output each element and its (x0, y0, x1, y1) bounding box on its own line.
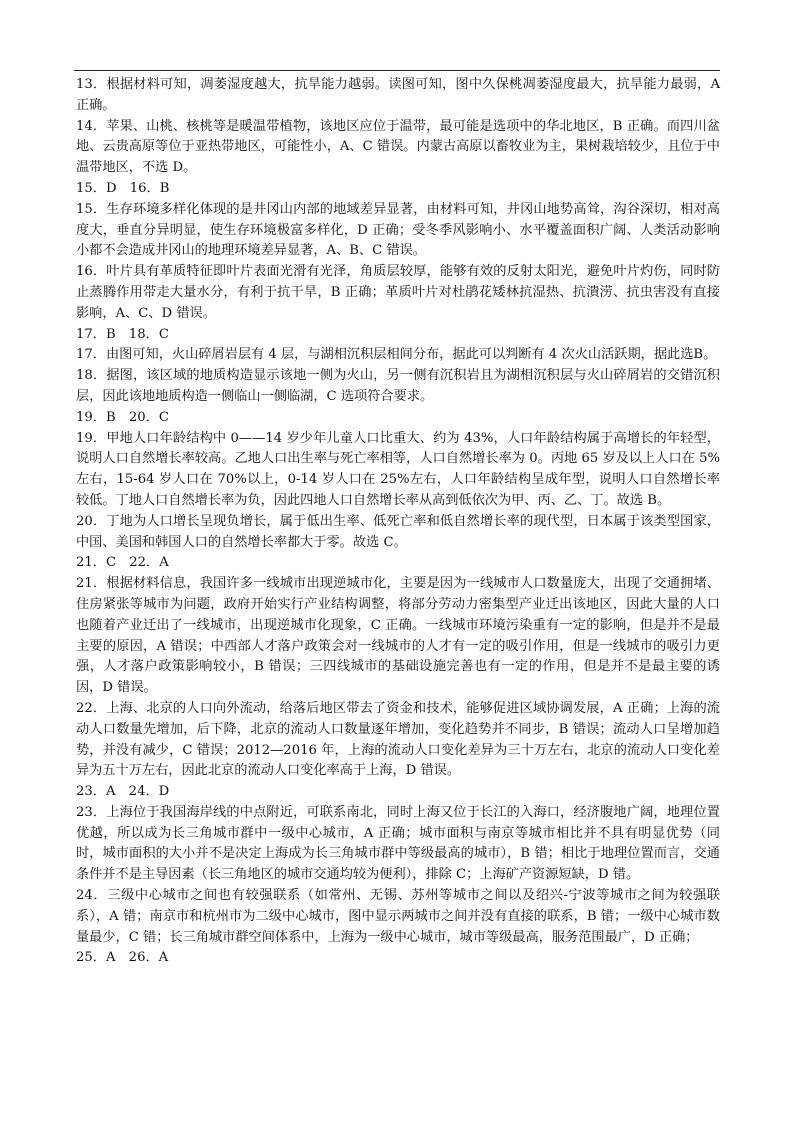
paragraph-22: 22．上海、北京的人口向外流动，给落后地区带去了资金和技术，能够促进区域协调发展，A 正确；上海的流动人口数量先增加，后下降，北京的流动人口数量逐年增加，变化趋势并不同步，B 错误；流动人口呈增加趋势，并没有减少，C 错误；2012—2016 年，上海的流动人口变化差异为三十万左右，北京的流动人口变化差异为五十万左右，因此北京的流动人口变化率高于上海，D 错误。 (76, 700, 720, 779)
paragraph-18: 18．据图，该区域的地质构造显示该地一侧为火山，另一侧有沉积岩且为湖相沉积层与火山碎屑岩的交错沉积层，因此该地地质构造一侧临山一侧临湖，C 选项符合要求。 (76, 368, 720, 404)
paragraph-24: 24．三级中心城市之间也有较强联系（如常州、无锡、苏州等城市之间以及绍兴-宁波等城市之间为较强联系），A 错；南京市和杭州市为二级中心城市，图中显示两城市之间并没有直接的联系，B 错；一级中心城市数量最少，C 错；长三角城市群空间体系中，上海为一级中心城市，城市等级最高，服务范围最广，D 正确； (76, 888, 720, 945)
answer-line-23-24: 23．A 24．D (76, 784, 170, 800)
answer-line-25-26: 25．A 26．A (76, 950, 169, 966)
paragraph-14: 14．苹果、山桃、核桃等是暖温带植物，该地区应位于温带，最可能是选项中的华北地区，B 正确。而四川盆地、云贵高原等位于亚热带地区，可能性小，A、C 错误。内蒙古高原以畜牧业为主，果树栽培较少，且位于中温带地区，不选 D。 (76, 118, 720, 176)
paragraph-23: 23．上海位于我国海岸线的中点附近，可联系南北，同时上海又位于长江的入海口，经济腹地广阔，地理位置优越，所以成为长三角城市群中一级中心城市，A 正确；城市面积与南京等城市相比并不具有明显优势（同时，城市面积的大小并不是决定上海成为长三角城市群中等级最高的城市），B 错；相比于地理位置而言，交通条件并不是主导因素（长三角地区的城市交通均较为便利），排除 C；上海矿产资源短缺，D 错。 (76, 804, 720, 883)
header-rule (74, 70, 720, 71)
paragraph-20: 20．丁地为人口增长呈现负增长，属于低出生率、低死亡率和低自然增长率的现代型，日本属于该类型国家，中国、美国和韩国人口的自然增长率都大于零。故选 C。 (76, 513, 720, 550)
paragraph-21: 21．根据材料信息，我国许多一线城市出现逆城市化，主要是因为一线城市人口数量庞大，出现了交通拥堵、住房紧张等城市为问题，政府开始实行产业结构调整，将部分劳动力密集型产业迁出该地区，因此大量的人口也随着产业迁出了一线城市，出现逆城市化现象，C 正确。一线城市环境污染重有一定的影响，但是并不是最主要的原因，A 错误；中西部人才落户政策会对一线城市的人才有一定的吸引作用，但是一线城市的吸引力更强，人才落户政策影响较小，B 错误；三四线城市的基础设施完善也有一定的作用，但是并不是最主要的诱因，D 错误。 (76, 576, 720, 696)
answer-line-17-18: 17．B 18．C (76, 326, 169, 342)
answer-line-19-20: 19．B 20．C (76, 409, 169, 425)
answer-line-21-22: 21．C 22．A (76, 555, 169, 571)
paragraph-13: 13．根据材料可知，凋萎湿度越大，抗旱能力越弱。读图可知，图中久保桃凋萎湿度最大，抗旱能力最弱，A 正确。 (76, 77, 725, 113)
paragraph-15: 15．生存环境多样化体现的是井冈山内部的地域差异显著，由材料可知，井冈山地势高耸，沟谷深切，相对高度大，垂直分异明显，使生存环境极富多样化，D 正确；受冬季风影响小、水平覆盖面积广阔、人类活动影响小都不会造成井冈山的地理环境差异显著，A、B、C 错误。 (76, 201, 720, 259)
answer-line-15-16: 15．D 16．B (76, 180, 170, 196)
paragraph-17: 17．由图可知，火山碎屑岩层有 4 层，与湖相沉积层相间分布，据此可以判断有 4 次火山活跃期，据此选B。 (76, 347, 717, 363)
paragraph-19: 19．甲地人口年龄结构中 0——14 岁少年儿童人口比重大、约为 43%，人口年龄结构属于高增长的年轻型，说明人口自然增长率较高。乙地人口出生率与死亡率相等，人口自然增长率为 0。丙地 65 岁及以上人口在 5%左右，15-64 岁人口在 70%以上，0-14 岁人口在 25%左右，人口年龄结构呈成年型，说明人口自然增长率较低。丁地人口自然增长率为负，因此四地人口自然增长率从高到低依次为甲、丙、乙、丁。故选 B。 (76, 430, 720, 508)
paragraph-16: 16．叶片具有革质特征即叶片表面光滑有光泽，角质层较厚，能够有效的反射太阳光，避免叶片灼伤，同时防止蒸腾作用带走大量水分，有利于抗干旱，B 正确；革质叶片对杜鹃花矮林抗湿热、抗潰涝、抗虫害没有直接影响，A、C、D 错误。 (76, 264, 720, 321)
answer-explanations (76, 75, 725, 969)
